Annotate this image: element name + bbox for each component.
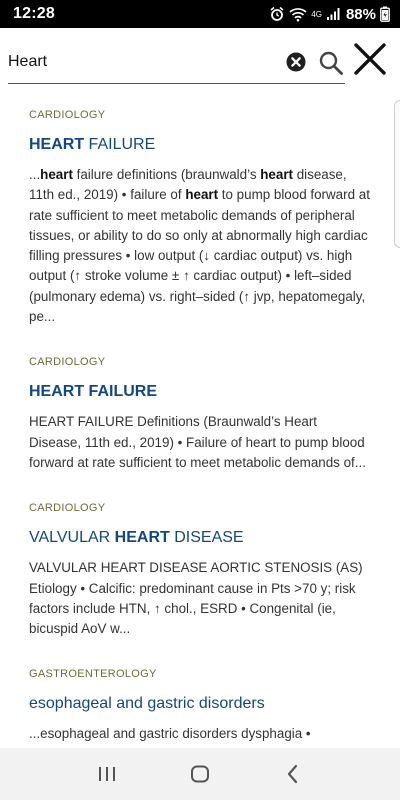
text-span: VALVULAR: [29, 529, 115, 547]
text-span: DISEASE: [169, 529, 244, 547]
status-bar: [0, 0, 400, 28]
network-type-label: 4G: [311, 9, 322, 19]
result-snippet: [29, 412, 371, 473]
search-field: [8, 44, 345, 84]
text-span: to pump blood forward at rate sufficient to meet metabolic demands of peripheral tissues, or ability to do so only at abnormally high cardiac filling pressures • low output (↓ cardiac output) vs. high output (↑ stroke volume ± ↑ cardiac output) • left–sided (pulmonary edema) vs. right–sided (↑ jvp, hepatomegaly, pe...: [29, 187, 370, 325]
battery-percent: 88%: [345, 5, 376, 23]
clear-circle-icon[interactable]: [286, 52, 306, 72]
alarm-icon: [269, 6, 285, 22]
result-category: CARDIOLOGY: [29, 502, 106, 515]
text-span: FAILURE: [84, 136, 156, 153]
status-time: 12:28: [13, 5, 55, 22]
text-span: disease, 11th ed., 2019) • failure of: [29, 167, 347, 203]
search-results-list[interactable]: [0, 98, 400, 748]
result-snippet: [29, 165, 371, 327]
text-span: VALVULAR HEART DISEASE AORTIC STENOSIS (AS) Etiology • Calcific: predominant cause in Pts >70 y; risk factors include HTN, ↑ chol., ESRD • Congenital (ie, bicuspid AoV w...: [29, 560, 363, 637]
result-title[interactable]: [29, 694, 371, 714]
highlighted-term: HEART: [114, 529, 170, 547]
home-icon[interactable]: [180, 754, 220, 794]
highlighted-term: heart: [40, 167, 73, 182]
text-span: failure definitions (braunwald’s: [72, 167, 261, 182]
result-category: GASTROENTEROLOGY: [29, 668, 157, 681]
result-item[interactable]: [0, 355, 400, 473]
result-title[interactable]: [29, 528, 371, 548]
recents-icon[interactable]: [87, 754, 127, 794]
battery-icon: [380, 6, 390, 22]
result-snippet: [29, 558, 371, 639]
status-icons: [269, 6, 390, 23]
highlighted-term: heart: [185, 187, 219, 203]
text-span: HEART FAILURE Definitions (Braunwald’s Heart Disease, 11th ed., 2019) • Failure of heart to pump blood forward at rate sufficient to meet metabolic demands of...: [29, 414, 366, 470]
navigation-bar: [0, 748, 400, 800]
highlighted-term: HEART FAILURE: [29, 383, 157, 401]
text-span: esophageal and gastric disorders: [29, 695, 265, 713]
text-span: ...esophageal and gastric disorders dysphagia •: [29, 726, 311, 742]
text-span: ...: [29, 167, 41, 182]
search-input[interactable]: [8, 50, 278, 74]
edge-panel-handle[interactable]: [394, 100, 400, 248]
result-category: CARDIOLOGY: [29, 109, 106, 121]
result-item[interactable]: [0, 108, 400, 327]
highlighted-term: heart: [260, 167, 293, 182]
search-icon[interactable]: [318, 50, 344, 76]
result-item[interactable]: [0, 501, 400, 639]
highlighted-term: HEART: [29, 136, 85, 153]
result-title[interactable]: [29, 382, 371, 402]
result-category: CARDIOLOGY: [29, 356, 106, 369]
search-header: [0, 28, 400, 98]
close-icon[interactable]: [353, 42, 387, 76]
signal-icon: [326, 7, 340, 21]
wifi-icon: [289, 6, 307, 22]
back-icon[interactable]: [273, 754, 313, 794]
result-title[interactable]: [29, 135, 371, 155]
